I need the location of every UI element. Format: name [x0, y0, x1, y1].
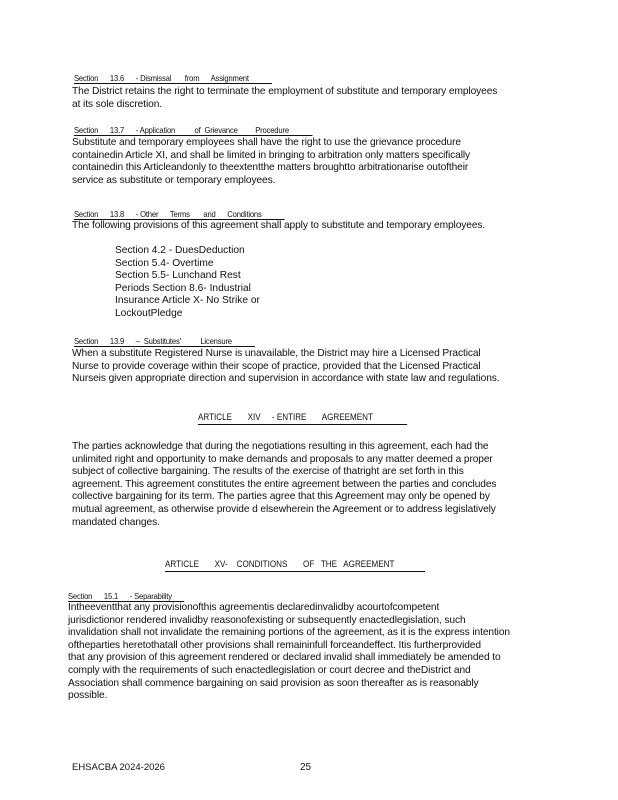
body-line: service as substitute or temporary employees.: [72, 174, 276, 186]
list-item: Periods Section 8.6- Industrial: [115, 282, 251, 294]
section-13-9-heading: Section 13.9 – Substitutes' Licensure: [74, 336, 255, 347]
body-line: oftheparties heretothatall other provisions shall remaininfull forceandeffect. Itis furtherprovided: [68, 639, 481, 651]
section-13-6-heading: Section 13.6 - Dismissal from Assignment: [74, 73, 272, 84]
body-line: Association shall commence bargaining on said provision as soon thereafter as is reasonably: [68, 677, 479, 689]
body-line: The parties acknowledge that during the negotiations resulting in this agreement, each had the: [72, 441, 489, 452]
body-line: possible.: [68, 690, 108, 702]
article-15-heading: ARTICLE XV- CONDITIONS OF THE AGREEMENT: [165, 559, 425, 572]
body-line: containedin Article XI, and shall be limited in bringing to arbitration only matters specifically: [72, 149, 471, 161]
list-item: Insurance Article X- No Strike or: [115, 295, 260, 307]
body-line: unlimited right and opportunity to make demands and proposals to any matter deemed a proper: [72, 453, 493, 465]
article-14-heading: ARTICLE XIV - ENTIRE AGREEMENT: [198, 412, 407, 425]
body-line: Nurse to provide coverage within their scope of practice, provided that the Licensed Practical: [72, 360, 481, 372]
body-line: Substitute and temporary employees shall have the right to use the grievance procedure: [72, 137, 461, 148]
body-line: When a substitute Registered Nurse is unavailable, the District may hire a Licensed Practical: [72, 348, 481, 359]
applicable-provisions-list: [115, 245, 295, 321]
body-line: invalidation shall not invalidate the remaining portions of the agreement, as it is the express intention: [68, 627, 510, 639]
section-13-7-heading: Section 13.7 - Application of Grievance Procedure: [74, 125, 312, 136]
footer-document-id: EHSACBA 2024-2026: [72, 762, 165, 773]
body-line: that any provision of this agreement rendered or declared invalid shall immediately be amended to: [68, 652, 501, 664]
page-number: 25: [300, 762, 312, 773]
section-13-8-body: [72, 220, 538, 233]
body-line: mandated changes.: [72, 516, 160, 528]
list-item: Section 4.2 - DuesDeduction: [115, 245, 245, 256]
body-line: mutual agreement, as otherwise provide d elsewherein the Agreement or to address legislatively: [72, 503, 496, 515]
list-item: Section 5.5- Lunchand Rest: [115, 270, 241, 282]
article-14-body: [72, 441, 538, 529]
section-13-9-body: [72, 348, 538, 386]
list-item: LockoutPledge: [115, 307, 183, 319]
body-line: Nurseis given appropriate direction and supervision in accordance with state law and regulations.: [72, 373, 500, 385]
section-13-8-heading: Section 13.8 - Other Terms and Conditions: [74, 209, 285, 220]
section-15-1-heading: Section 15.1 - Separability: [68, 591, 185, 602]
section-15-1-body: [68, 602, 550, 703]
body-line: comply with the requirements of such enactedlegislation or court decree and theDistrict and: [68, 664, 471, 676]
body-line: Intheeventthat any provisionofthis agreementis declaredinvalidby acourtofcompetent: [68, 602, 440, 613]
body-line: subject of collective bargaining. The results of the exercise of thatright are set forth in this: [72, 466, 464, 478]
section-13-6-body: [72, 86, 538, 111]
body-line: The District retains the right to terminate the employment of substitute and temporary employees: [72, 86, 498, 97]
body-line: collective bargaining for its term. The parties agree that this Agreement may only be opened by: [72, 491, 490, 503]
body-line: containedin this Articleandonly to theextentthe matters broughtto arbitrationarise outoftheir: [72, 162, 469, 174]
body-line: The following provisions of this agreement shall apply to substitute and temporary employees.: [72, 220, 486, 231]
list-item: Section 5.4- Overtime: [115, 257, 214, 269]
body-line: agreement. This agreement constitutes the entire agreement between the parties and concludes: [72, 478, 497, 490]
section-13-7-body: [72, 137, 538, 187]
body-line: at its sole discretion.: [72, 98, 162, 110]
body-line: jurisdictionor rendered invalidby reasonofexisting or subsequently enactedlegislation, such: [68, 614, 466, 626]
